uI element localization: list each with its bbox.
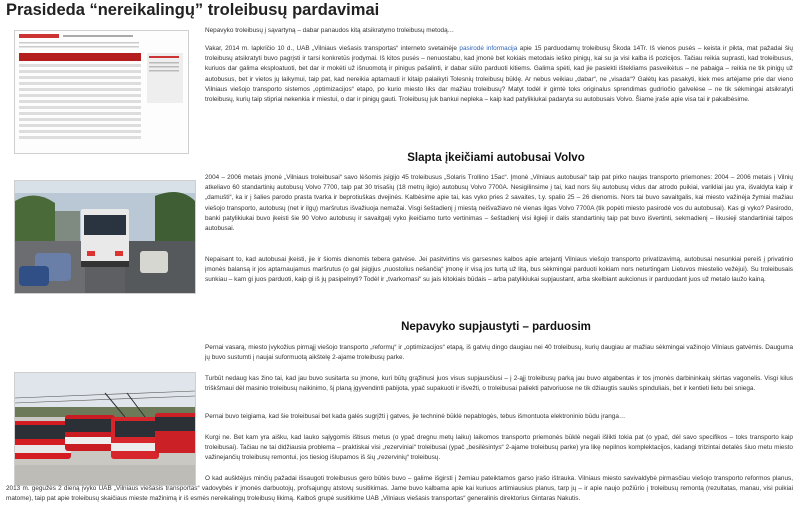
bus-photo-image — [15, 181, 195, 293]
section3-heading: Nepavyko supjaustyti – parduosim — [401, 321, 591, 333]
section2-heading: Slapta įkeičiami autobusai Volvo — [407, 152, 585, 164]
section1-body: Vakar, 2014 m. lapkričio 10 d., UAB „Vilniaus viešasis transportas“ interneto svetainėje pasirodė informacija apie 15 parduodamų troleibusų Škoda 14Tr. Iš vienos pusės – keista ir pikta, mat pažadai šių troleibusų atsikratyti buvo pagrįsti ir tarsi konkretūs įrodymai. Iš kitos pusės – nenuostabu, kad įmonė bet kokiais metodais ieško pinigų, kai su ja visi kalba iš pozicijos. Tačiau reikia suprasti, kad troleibusus, kuriuos dar galima eksploatuoti, bet dar ir mokėti už išnuomotą ir pinigus pašalinti, ir dabar siūlo parduoti kitiems. Galima spėti, kad jie pasiekti ištekliams pasveikėtus – ne pabaiga – reikia ne tik pinigų už autobusus, bet ir vietos jų laikymui, taip pat, kad nereikia aptarnauti ir kitaip palaikyti Tolesnių troleibusų būklę. Ar nebus veikiau „dabar“, ne „visada“? Galėtų kas pasakyti, kiek mes artėjame prie dar vieno Vilniaus viešojo transporto sistemos „optimizacijos“ etapo, po kurio miesto liks dar mažiau troleibusų? Matyt todėl ir gimtė toks originalus sprendimas gudriočio galvelėse – ne tik sėkmingai atsikratyti troleibusų, kurių taip stipriai nekenkia ir miestui, o dar ir pinigų gauti. Troleibusų juk bankui nepleka – kaip kad patylikiukai padaryta su autobusais Volvo. Šiame įraše apie visa tai ir pakalbėsime. — [205, 45, 793, 104]
trolleybuses-photo-image — [15, 373, 195, 485]
trolleybuses-photo-thumbnail[interactable] — [14, 372, 196, 486]
website-screenshot-thumbnail[interactable] — [14, 30, 189, 154]
section3-paragraph-4: Kurgi ne. Bet kam yra aišku, kad lauko sąlygomis ištisus metus (o ypač dregnu metų laiku) laikomos transporto priemonės būklė negali išlikti tokia pat (o ypač, dėl savo specifikos – toks transporto kaip troleibusai). Tačiau ne tai didžiausia problema – praktiskai visi „rezerviniai“ troleibusai (ypač „besilėsintys“ 2-ajame troleibusų parke) yra likę nepilnos komplektacijos, kadangi trilzintai detalės šiuo metu miesto važinejančių troleibusų remontui, jos tiesiog išlupamos iš šių „rezervinių“ troleibusų. — [205, 434, 793, 462]
bus-photo-thumbnail[interactable] — [14, 180, 196, 294]
section3-paragraph-2: Turbūt nedaug kas žino tai, kad jau buvo susitarta su įmone, kuri būtų grąžinusi juos visus supjausčiusi – į 2-ąjį troleibusų parką jau buvo atgabentas ir tos įmonės darbininkaių skirtas vagonelis. Visgi kilus triškšmaui dėl masinio troleibusų naikinimo, šį planą įgyvendinti pabijota, ypač supakuoti ir išvežti, o troleibusai paliekti patvoriuose ne tik džiaugtis saulės spinduliais, bet ir kentieti lietu bei sniega. — [205, 375, 793, 393]
section2-paragraph-1: 2004 – 2006 metais įmonė „Vilniaus troleibusai“ savo lėšomis įsigijo 45 troleibusus „Solaris Trollino 15ac“. Įmonė „Vilniaus autobusai“ taip pat pirko naujas transporto priemones: 2004 – 2006 metais į Vilnių atkeliavo 60 standartinių autobusų Volvo 7700, taip pat 30 trisašių (18 metrų ilgio) autobusų Volvo 7700A. Nesigilinsime į tai, kad nors šių autobusų vidus dar atrodo puikiai, varikliai jau yra, išvaldyta kaip ir „damušti“, ka ir į šalies parodo prasta tvarka ir beprotiuškas dvejinės. Kalbėsime apie tai, kas vyko pries 2 savaites, t.y. spalio 25 – 26 dienomis. Nors tai buvo savaitgalis, kai miesto važinėja žymiai mažiau viešojo transporto, autobusų (net ir ilgų) maršrutus išvažiuoja nemažai. Visgi šeštadienį į miestą neišvažiavo nė vienas ilgas Volvo 7700A (tik popėti miesto pasirodė vos du autobusai). Kas gi vyko? Pasirodo, banki patylikiukai buvo įkeisti šie 90 Volvo autobusų ir savaitgalį vyko įkeičiamo turto vertinimas – šeštadienį visi ilgieji ir dalis standartinių taip pat buvo išvertinti, sekmadienį – likusieji standartiniai talpos autobusai. — [205, 174, 793, 233]
section2-paragraph-2: Nepaisant to, kad autobusai įkeisti, jie ir šiomis dienomis tebera gatvėse. Jei pasitvirtins vis garsesnes kalbos apie artejantį Vilniaus viešojo transporto privatizavimą, autobusai nesunkiai pereiš į privatinio įmonės balansą ir jos aptarnaujamus maršrutus (o gal įsigijus „nuostolius nešančią“ įmonę ir visą jos turtą už litą, bus sėkmingai parduoti kokiam nors neturtingam Lietuvos miestelio vežėjui). Su troleibusais sunkiau – kam gi juos parduoti, kaip gi iš jų pasipelnyti? Todėl ir „tvarkomasi“ su jais kitokiais būdais – arba patylikiukai supjaustant, arba skelbiant aukcionus ir parduodant juos už metalo laužo kainą. — [205, 256, 793, 284]
section3-full-paragraph: O kad aušktėjus minčių pažadai išsaugoti troleibusus gero būtės buvo – galime išgirsti į žemiau pateiktamos garso įrašo ištrauka. Vilniaus miesto savivaldybė pirmasčiau viešojo transporto reformos planus, 2013 m. gegužės 2 dieną įvyko UAB „Vilniaus viešasis transportas“ vadovybės ir įmonės darbuotojų, profsajungų atstovų susitikimas. Jame buvo kalbama apie kai kuriuos artimiausius planus, tarp jų – ir apie naujo požiūrio į troleibusų remontą (rezultatas, manau, visi puikiai matome), taip pat apie troleibusų skaičiaus mieste mažinimą ir iš esmės nereikalingų troleibusų likimą. Kalboš grupė susitikime UAB „Vilniaus viešasis transportas“ generalinis direktorius Gintaras Nakutis. — [6, 475, 793, 503]
page-title: Prasideda “nereikalingų” troleibusų pardavimai — [6, 1, 380, 19]
section3-paragraph-1: Pernai vasarą, miesto įvykožius pirmąjį viešojo transporto „reformų“ ir „optimizacijos“ etapą, iš gatvių dingo daugiau nei 40 troleibusų, kurių daugiau ar mažiau sėkmingai važinojo Vilniaus gatvėmis. Dauguma jų buvo sustumti į naujai suformuotą aikštelę 2-ajame troleibusų parke. — [205, 344, 793, 362]
section3-paragraph-3: Pernai buvo teigiama, kad šie troleibusai bet kada galės sugrįžti į gatves, jie techninė būklė nepablogės, tebus išmontuota elektroninio būdu įranga… — [205, 413, 626, 420]
section1-intro: Nepavyko troleibusų į sąvartyną – dabar panaudos kitą atsikratymo troleibusų metodą… — [205, 27, 455, 34]
announcement-link[interactable]: pasirodė informacija — [459, 45, 518, 52]
website-screenshot-image — [15, 31, 188, 153]
